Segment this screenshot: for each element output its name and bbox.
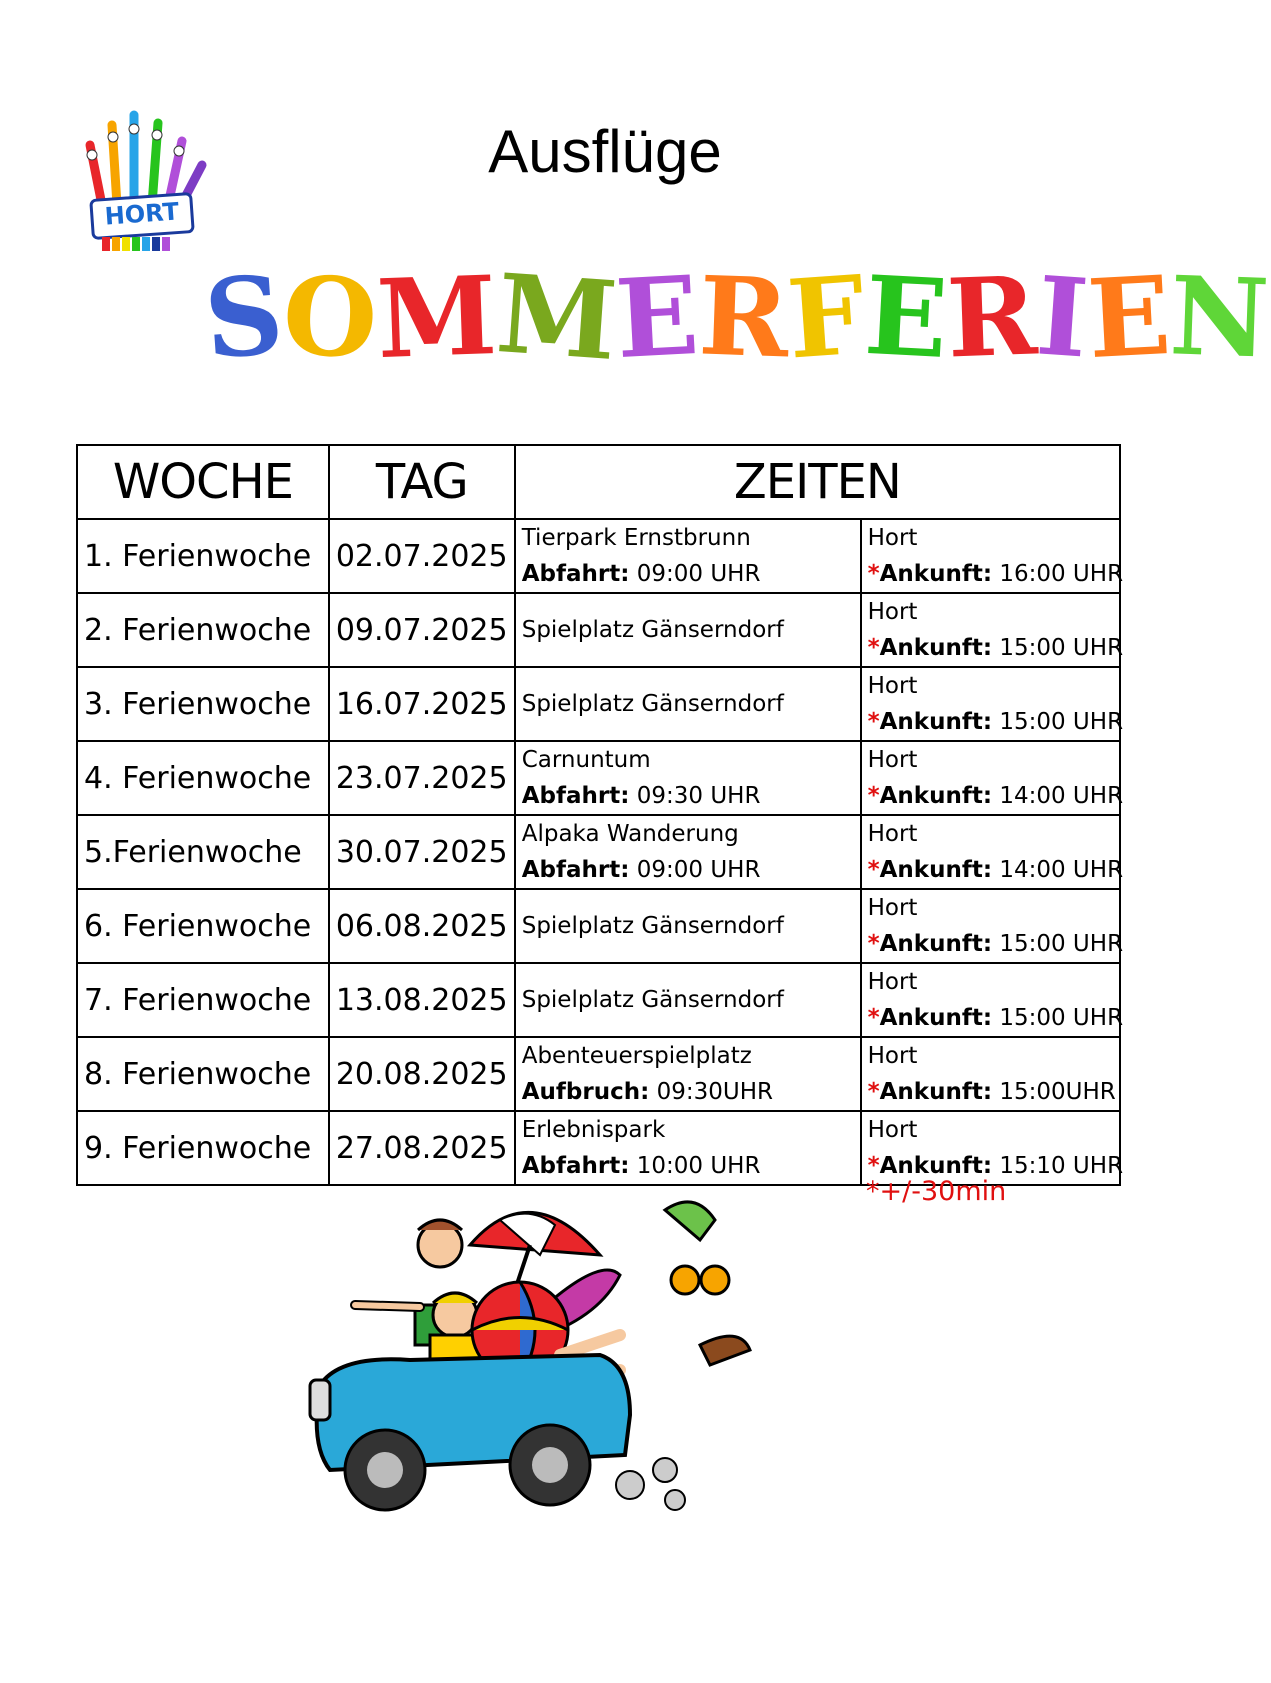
asterisk-mark: * — [867, 561, 880, 587]
arrival-label: Ankunft: — [879, 709, 993, 735]
return-cell — [861, 593, 1124, 667]
destination-name: Alpaka Wanderung — [521, 821, 739, 847]
excursion-table — [76, 444, 1124, 1186]
banner-letter: F — [783, 252, 870, 384]
departure-label: Abfahrt: — [521, 857, 630, 883]
asterisk-mark: * — [867, 783, 880, 809]
arrival-label: Ankunft: — [879, 931, 993, 957]
date-cell: 09.07.2025 — [329, 593, 515, 667]
column-header-week: WOCHE — [77, 445, 329, 519]
column-header-times: ZEITEN — [515, 445, 1120, 519]
destination-name: Abenteuerspielplatz — [521, 1043, 752, 1069]
return-cell — [861, 1111, 1124, 1185]
week-cell: 6. Ferienwoche — [77, 889, 329, 963]
destination-cell — [515, 1037, 861, 1111]
departure-line — [522, 778, 854, 814]
return-cell — [861, 1037, 1120, 1111]
asterisk-mark: * — [867, 709, 880, 735]
departure-line — [522, 556, 854, 592]
arrival-line — [867, 1074, 1116, 1110]
departure-label: Abfahrt: — [521, 1153, 630, 1179]
table-row — [77, 741, 1120, 815]
arrival-line — [867, 704, 1124, 740]
asterisk-mark: * — [867, 1153, 880, 1179]
departure-line — [522, 1148, 854, 1184]
week-cell: 9. Ferienwoche — [77, 1111, 329, 1185]
departure-time: 09:00 UHR — [636, 857, 761, 883]
destination-cell — [515, 815, 861, 889]
hort-logo — [72, 105, 212, 255]
column-header-day: TAG — [329, 445, 515, 519]
departure-label: Abfahrt: — [521, 561, 630, 587]
return-place: Hort — [867, 673, 918, 699]
date-cell: 06.08.2025 — [329, 889, 515, 963]
banner-letter: M — [374, 252, 499, 384]
departure-time: 09:00 UHR — [636, 561, 761, 587]
departure-time: 09:30 UHR — [636, 783, 761, 809]
table-row — [77, 667, 1120, 741]
return-cell — [861, 519, 1124, 593]
banner-letter: M — [492, 250, 621, 386]
arrival-label: Ankunft: — [879, 561, 993, 587]
car-trip-illustration-icon — [300, 1185, 820, 1545]
destination-name: Spielplatz Gänserndorf — [521, 913, 784, 939]
destination-cell — [515, 741, 861, 815]
arrival-time: 14:00 UHR — [999, 783, 1124, 809]
week-cell: 2. Ferienwoche — [77, 593, 329, 667]
week-cell: 7. Ferienwoche — [77, 963, 329, 1037]
arrival-time: 15:00 UHR — [999, 931, 1124, 957]
arrival-line — [867, 630, 1124, 666]
arrival-label: Ankunft: — [879, 1153, 993, 1179]
table-row — [77, 889, 1120, 963]
asterisk-mark: * — [867, 1079, 880, 1105]
arrival-time: 15:00 UHR — [999, 709, 1124, 735]
asterisk-mark: * — [867, 1005, 880, 1031]
departure-label: Abfahrt: — [521, 783, 630, 809]
week-cell: 5.Ferienwoche — [77, 815, 329, 889]
week-cell: 1. Ferienwoche — [77, 519, 329, 593]
return-cell — [861, 963, 1124, 1037]
destination-name: Erlebnispark — [521, 1117, 666, 1143]
banner-letter: E — [861, 252, 951, 384]
arrival-line — [867, 778, 1124, 814]
table-row — [77, 963, 1120, 1037]
return-cell — [861, 667, 1124, 741]
arrival-time: 16:00 UHR — [999, 561, 1124, 587]
date-cell: 27.08.2025 — [329, 1111, 515, 1185]
destination-name: Carnuntum — [521, 747, 651, 773]
return-place: Hort — [867, 969, 918, 995]
return-place: Hort — [867, 1043, 918, 1069]
week-cell: 4. Ferienwoche — [77, 741, 329, 815]
arrival-label: Ankunft: — [879, 635, 993, 661]
table-row — [77, 593, 1120, 667]
date-cell: 30.07.2025 — [329, 815, 515, 889]
date-cell: 23.07.2025 — [329, 741, 515, 815]
arrival-line — [867, 852, 1124, 888]
table-header-row — [77, 445, 1120, 519]
table-row — [77, 1111, 1120, 1185]
arrival-line — [867, 1000, 1124, 1036]
arrival-label: Ankunft: — [879, 1005, 993, 1031]
arrival-label: Ankunft: — [879, 1079, 993, 1105]
destination-cell — [515, 593, 861, 667]
return-place: Hort — [867, 747, 918, 773]
destination-cell — [515, 667, 861, 741]
return-cell — [861, 741, 1124, 815]
return-place: Hort — [867, 821, 918, 847]
week-cell: 3. Ferienwoche — [77, 667, 329, 741]
table-row — [77, 1037, 1120, 1111]
page-title: Ausflüge — [488, 118, 722, 185]
date-cell: 13.08.2025 — [329, 963, 515, 1037]
svg-text:HORT: HORT — [103, 197, 180, 231]
arrival-line — [867, 556, 1124, 592]
week-cell: 8. Ferienwoche — [77, 1037, 329, 1111]
arrival-label: Ankunft: — [879, 857, 993, 883]
destination-name: Spielplatz Gänserndorf — [521, 987, 784, 1013]
banner-letter: R — [945, 253, 1040, 383]
departure-label: Aufbruch: — [521, 1079, 650, 1105]
date-cell: 02.07.2025 — [329, 519, 515, 593]
time-tolerance-note: *+/-30min — [866, 1176, 1007, 1207]
departure-time: 09:30UHR — [656, 1079, 774, 1105]
destination-cell — [515, 963, 861, 1037]
arrival-time: 15:10 UHR — [999, 1153, 1124, 1179]
destination-cell — [515, 519, 861, 593]
destination-cell — [515, 889, 861, 963]
return-place: Hort — [867, 1117, 918, 1143]
asterisk-mark: * — [867, 857, 880, 883]
table-row — [77, 815, 1120, 889]
banner-letter: E — [1084, 252, 1174, 384]
departure-time: 10:00 UHR — [636, 1153, 761, 1179]
arrival-time: 15:00 UHR — [999, 635, 1124, 661]
sommerferien-banner — [200, 250, 1271, 386]
arrival-label: Ankunft: — [879, 783, 993, 809]
banner-letter: E — [612, 252, 702, 384]
destination-cell — [515, 1111, 861, 1185]
arrival-time: 15:00 UHR — [999, 1005, 1124, 1031]
arrival-time: 14:00 UHR — [999, 857, 1124, 883]
departure-line — [522, 1074, 854, 1110]
banner-letter: S — [200, 252, 288, 384]
destination-name: Spielplatz Gänserndorf — [521, 617, 784, 643]
asterisk-mark: * — [867, 931, 880, 957]
arrival-time: 15:00UHR — [999, 1079, 1116, 1105]
banner-letter: I — [1032, 253, 1092, 383]
return-cell — [861, 889, 1124, 963]
return-cell — [861, 815, 1124, 889]
banner-letter: N — [1167, 253, 1271, 383]
destination-name: Spielplatz Gänserndorf — [521, 691, 784, 717]
date-cell: 16.07.2025 — [329, 667, 515, 741]
return-place: Hort — [867, 599, 918, 625]
return-place: Hort — [867, 895, 918, 921]
destination-name: Tierpark Ernstbrunn — [521, 525, 751, 551]
departure-line — [522, 852, 854, 888]
arrival-line — [867, 926, 1124, 962]
return-place: Hort — [867, 525, 918, 551]
banner-letter: O — [279, 252, 381, 384]
table-row — [77, 519, 1120, 593]
asterisk-mark: * — [867, 635, 880, 661]
banner-letter: R — [696, 253, 791, 383]
date-cell: 20.08.2025 — [329, 1037, 515, 1111]
